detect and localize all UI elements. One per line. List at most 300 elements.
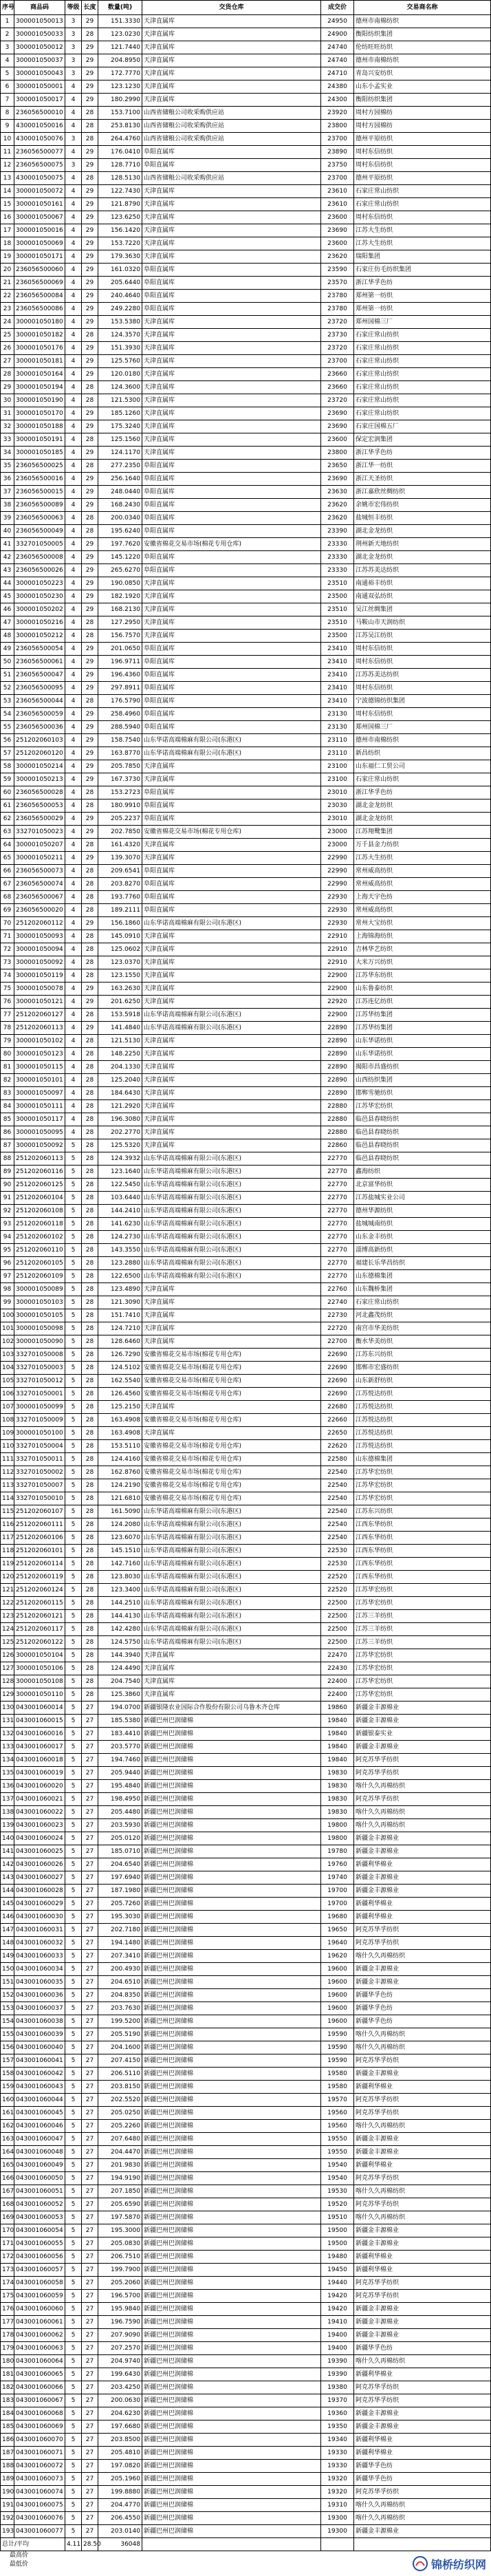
cell-quantity: 124.4160	[98, 1453, 142, 1466]
cell-price: 19600	[321, 1976, 354, 1989]
cell-seq: 80	[1, 1048, 14, 1061]
cell-price: 22500	[321, 1597, 354, 1610]
cell-grade: 4	[65, 826, 82, 839]
cell-trader: 石家庄仿毛纺织集团	[354, 264, 491, 277]
header-warehouse: 交货仓库	[142, 1, 321, 15]
cell-trader: 北京富华纺织	[354, 1179, 491, 1192]
cell-seq: 53	[1, 695, 14, 708]
cell-seq: 165	[1, 2159, 14, 2172]
cell-warehouse: 新疆巴州巴润储棉	[142, 2421, 321, 2434]
cell-trader: 郑州国棉三厂	[354, 316, 491, 329]
cell-trader: 江苏华纺集团	[354, 1009, 491, 1022]
cell-code: 251202060127	[14, 1009, 65, 1022]
cell-warehouse: 山东华诺高端棉麻有限公司(东港区)	[142, 1636, 321, 1649]
cell-code: 430001050075	[14, 172, 65, 185]
table-row	[1, 2107, 491, 2120]
cell-length: 27	[82, 1963, 98, 1976]
table-row	[1, 15, 491, 28]
cell-quantity: 151.3930	[98, 342, 142, 355]
table-row	[1, 2329, 491, 2342]
cell-seq: 111	[1, 1453, 14, 1466]
cell-code: 332701050012	[14, 1375, 65, 1388]
cell-quantity: 297.8911	[98, 682, 142, 695]
cell-price: 19410	[321, 2316, 354, 2329]
cell-warehouse: 天津直属库	[142, 1649, 321, 1662]
cell-grade: 5	[65, 1388, 82, 1401]
cell-price: 22900	[321, 969, 354, 983]
cell-warehouse: 天津直属库	[142, 316, 321, 329]
cell-price: 19450	[321, 2264, 354, 2277]
cell-length: 29	[82, 852, 98, 865]
cell-grade: 5	[65, 1335, 82, 1349]
cell-quantity: 199.6430	[98, 2368, 142, 2381]
cell-warehouse: 天津直属库	[142, 355, 321, 368]
cell-warehouse: 天津直属库	[142, 969, 321, 983]
cell-trader: 新疆金丰源棉业	[354, 1885, 491, 1898]
cell-warehouse: 山东华诺高端棉麻有限公司(东港区)	[142, 1623, 321, 1636]
cell-warehouse: 阜阳直属库	[142, 146, 321, 159]
cell-warehouse: 新疆巴州巴润储棉	[142, 2015, 321, 2028]
cell-trader: 江西东华纺织	[354, 1518, 491, 1532]
cell-quantity: 202.2770	[98, 1126, 142, 1139]
cell-trader: 江苏华宏纺织	[354, 1466, 491, 1479]
cell-grade: 3	[65, 54, 82, 67]
cell-code: 300001050012	[14, 41, 65, 54]
cell-grade: 4	[65, 224, 82, 237]
table-row	[1, 1035, 491, 1048]
cell-seq: 8	[1, 107, 14, 120]
cell-grade: 5	[65, 2460, 82, 2473]
cell-warehouse: 阜阳直属库	[142, 878, 321, 891]
cell-quantity: 196.9711	[98, 656, 142, 669]
cell-trader: 常州威高纺织	[354, 904, 491, 917]
cell-length: 29	[82, 826, 98, 839]
cell-seq: 88	[1, 1152, 14, 1166]
cell-warehouse: 新疆巴州巴润储棉	[142, 2159, 321, 2172]
cell-trader: 新疆金丰源棉业	[354, 2329, 491, 2342]
cell-price: 23620	[321, 512, 354, 525]
cell-length: 27	[82, 1819, 98, 1832]
cell-grade: 5	[65, 1610, 82, 1623]
cell-code: 043001060036	[14, 1989, 65, 2002]
cell-quantity: 103.6440	[98, 1192, 142, 1205]
cell-seq: 5	[1, 67, 14, 80]
cell-code: 300001050095	[14, 1126, 65, 1139]
cell-grade: 5	[65, 2394, 82, 2407]
cell-warehouse: 天津直属库	[142, 852, 321, 865]
cell-code: 251202060113	[14, 1152, 65, 1166]
cell-trader: 阿克苏华孚纺织	[354, 2094, 491, 2107]
cell-price: 22770	[321, 1192, 354, 1205]
cell-price: 19840	[321, 1754, 354, 1767]
cell-seq: 114	[1, 1492, 14, 1505]
cell-warehouse: 新疆巴州巴润储棉	[142, 1767, 321, 1780]
cell-quantity: 196.7590	[98, 2316, 142, 2329]
cell-code: 251202060102	[14, 1231, 65, 1244]
cell-grade: 4	[65, 499, 82, 512]
cell-price: 23100	[321, 760, 354, 773]
cell-seq: 169	[1, 2211, 14, 2224]
cell-length: 29	[82, 185, 98, 198]
table-row	[1, 708, 491, 721]
cell-quantity: 148.2250	[98, 1048, 142, 1061]
cell-length: 28	[82, 904, 98, 917]
cell-code: 300001050176	[14, 342, 65, 355]
cell-seq: 85	[1, 1113, 14, 1126]
table-row	[1, 499, 491, 512]
cell-quantity: 156.7570	[98, 630, 142, 643]
cell-grade: 5	[65, 1401, 82, 1414]
cell-price: 19620	[321, 1950, 354, 1963]
cell-seq: 142	[1, 1858, 14, 1871]
cell-quantity: 205.6590	[98, 2198, 142, 2211]
cell-price: 19590	[321, 2041, 354, 2054]
cell-length: 29	[82, 603, 98, 616]
cell-trader: 新疆金丰源棉业	[354, 1832, 491, 1845]
cell-trader: 浙江华一纺织	[354, 460, 491, 473]
cell-seq: 49	[1, 643, 14, 656]
cell-seq: 76	[1, 996, 14, 1009]
cell-warehouse: 天津直属库	[142, 1061, 321, 1074]
cell-warehouse: 天津直属库	[142, 603, 321, 616]
cell-warehouse: 安徽省棉花交易市场(棉花专用仓库)	[142, 1479, 321, 1492]
table-row	[1, 799, 491, 813]
cell-length: 29	[82, 277, 98, 290]
cell-code: 300001050069	[14, 237, 65, 250]
cell-warehouse: 阜阳直属库	[142, 264, 321, 277]
cell-grade: 4	[65, 564, 82, 577]
cell-warehouse: 新疆巴州巴润储棉	[142, 2094, 321, 2107]
cell-quantity: 197.5870	[98, 2211, 142, 2224]
table-row	[1, 917, 491, 930]
table-row	[1, 1218, 491, 1231]
cell-price: 22400	[321, 1688, 354, 1702]
cell-grade: 4	[65, 996, 82, 1009]
cell-grade: 5	[65, 2015, 82, 2028]
cell-price: 23700	[321, 133, 354, 146]
cell-seq: 178	[1, 2329, 14, 2342]
table-row	[1, 1335, 491, 1349]
cell-price: 23690	[321, 473, 354, 486]
cell-seq: 40	[1, 525, 14, 538]
table-row	[1, 943, 491, 956]
cell-trader: 江苏华宏纺织	[354, 1100, 491, 1113]
cell-warehouse: 阜阳直属库	[142, 486, 321, 499]
cell-seq: 174	[1, 2277, 14, 2290]
cell-quantity: 125.3860	[98, 1688, 142, 1702]
cell-length: 29	[82, 473, 98, 486]
cell-seq: 102	[1, 1335, 14, 1349]
cell-length: 28	[82, 1558, 98, 1571]
cell-trader: 阿克苏华孚纺织	[354, 2486, 491, 2499]
cell-trader: 江苏华纺集团	[354, 1022, 491, 1035]
cell-code: 043001060038	[14, 2015, 65, 2028]
cell-price: 22530	[321, 1558, 354, 1571]
table-row	[1, 813, 491, 826]
cell-seq: 118	[1, 1545, 14, 1558]
cell-quantity: 144.2510	[98, 1597, 142, 1610]
cell-price: 22770	[321, 1166, 354, 1179]
cell-code: 300001050089	[14, 1283, 65, 1296]
cell-length: 27	[82, 2172, 98, 2185]
cell-trader: 衡水华美纺织	[354, 1335, 491, 1349]
cell-length: 29	[82, 15, 98, 28]
cell-length: 27	[82, 2460, 98, 2473]
cell-warehouse: 天津直属库	[142, 996, 321, 1009]
cell-warehouse: 阜阳直属库	[142, 159, 321, 172]
cell-trader: 江苏东兴纺织	[354, 1505, 491, 1518]
table-row	[1, 1270, 491, 1283]
cell-warehouse: 安徽省棉花交易市场(棉花专用仓库)	[142, 1362, 321, 1375]
cell-seq: 25	[1, 329, 14, 342]
cell-price: 23500	[321, 630, 354, 643]
table-row	[1, 1845, 491, 1858]
table-row	[1, 983, 491, 996]
cell-price: 19840	[321, 1741, 354, 1754]
table-row	[1, 1453, 491, 1466]
cell-trader: 阿克苏华孚纺织	[354, 2172, 491, 2185]
cell-length: 28	[82, 120, 98, 133]
table-row	[1, 2381, 491, 2394]
table-row	[1, 80, 491, 94]
cell-seq: 156	[1, 2041, 14, 2054]
cell-length: 28	[82, 1636, 98, 1649]
cell-code: 300001050161	[14, 198, 65, 211]
cell-code: 043001060023	[14, 1819, 65, 1832]
cell-quantity: 143.3550	[98, 1244, 142, 1257]
cell-length: 29	[82, 577, 98, 590]
cell-price: 22540	[321, 1479, 354, 1492]
cell-trader: 山西纺织集团	[354, 1074, 491, 1087]
table-row	[1, 643, 491, 656]
cell-grade: 5	[65, 1871, 82, 1885]
cell-length: 27	[82, 2303, 98, 2316]
cell-length: 27	[82, 2002, 98, 2015]
cell-seq: 68	[1, 891, 14, 904]
cell-code: 236056500067	[14, 891, 65, 904]
cell-code: 236056500049	[14, 525, 65, 538]
cell-warehouse: 山西省储粮公司收采购供应站	[142, 133, 321, 146]
table-row	[1, 826, 491, 839]
cell-code: 332701050005	[14, 538, 65, 551]
table-row	[1, 839, 491, 852]
cell-price: 23410	[321, 656, 354, 669]
cell-length: 28	[82, 1270, 98, 1283]
total-price	[321, 2538, 354, 2551]
table-row	[1, 1388, 491, 1401]
table-row	[1, 159, 491, 172]
cell-warehouse: 阜阳直属库	[142, 904, 321, 917]
cell-seq: 161	[1, 2107, 14, 2120]
cell-quantity: 240.4640	[98, 290, 142, 303]
cell-price: 23780	[321, 303, 354, 316]
cell-code: 300001050100	[14, 1427, 65, 1440]
cell-code: 300001050072	[14, 185, 65, 198]
cell-price: 19640	[321, 1937, 354, 1950]
cell-code: 043001060047	[14, 2133, 65, 2146]
table-row	[1, 1466, 491, 1479]
cell-trader: 新疆华孚色纺	[354, 2342, 491, 2355]
table-row	[1, 2211, 491, 2224]
cell-price: 22650	[321, 1427, 354, 1440]
cell-grade: 5	[65, 2002, 82, 2015]
cell-trader: 新昌纺织	[354, 747, 491, 760]
cell-length: 28	[82, 1231, 98, 1244]
cell-trader: 江苏悦达纺织	[354, 1388, 491, 1401]
cell-code: 236056500054	[14, 643, 65, 656]
cell-length: 29	[82, 551, 98, 564]
cell-code: 043001060037	[14, 2002, 65, 2015]
table-row	[1, 2447, 491, 2460]
cell-price: 23720	[321, 342, 354, 355]
cell-seq: 46	[1, 603, 14, 616]
cell-length: 29	[82, 721, 98, 734]
cell-seq: 188	[1, 2460, 14, 2473]
cell-length: 27	[82, 1898, 98, 1911]
cell-warehouse: 天津直属库	[142, 1322, 321, 1335]
cell-seq: 108	[1, 1414, 14, 1427]
cell-grade: 4	[65, 198, 82, 211]
cell-seq: 9	[1, 120, 14, 133]
cell-grade: 5	[65, 1139, 82, 1152]
cell-seq: 58	[1, 760, 14, 773]
cell-trader: 江苏盐城实业公司	[354, 1192, 491, 1205]
cell-warehouse: 山东华诺高端棉麻有限公司(东港区)	[142, 1244, 321, 1257]
cell-code: 043001060032	[14, 1937, 65, 1950]
cell-price: 23570	[321, 277, 354, 290]
cell-price: 22770	[321, 1152, 354, 1166]
table-row	[1, 2068, 491, 2081]
cell-quantity: 121.7440	[98, 41, 142, 54]
cell-trader: 江苏华宏纺织	[354, 1479, 491, 1492]
cell-quantity: 163.8770	[98, 747, 142, 760]
cell-trader: 山东华诺纺织	[354, 1035, 491, 1048]
cell-grade: 5	[65, 1976, 82, 1989]
cell-warehouse: 安徽省棉花交易市场(棉花专用仓库)	[142, 1492, 321, 1505]
cell-length: 29	[82, 303, 98, 316]
table-row	[1, 146, 491, 159]
cell-code: 236056500060	[14, 264, 65, 277]
cell-seq: 106	[1, 1388, 14, 1401]
cell-price: 23510	[321, 603, 354, 616]
table-row	[1, 1100, 491, 1113]
cell-trader: 江西东华纺织	[354, 1571, 491, 1584]
cell-trader: 邯郸雪驰纺织	[354, 1087, 491, 1100]
cell-quantity: 158.7540	[98, 734, 142, 747]
cell-price: 22660	[321, 1414, 354, 1427]
cell-warehouse: 安徽省棉花交易市场(棉花专用仓库)	[142, 826, 321, 839]
cell-length: 27	[82, 1715, 98, 1728]
cell-quantity: 153.5918	[98, 1009, 142, 1022]
cell-quantity: 205.0120	[98, 1832, 142, 1845]
cell-code: 043001060056	[14, 2251, 65, 2264]
cell-trader: 临邑县春晓纺织	[354, 1126, 491, 1139]
table-row	[1, 460, 491, 473]
cell-quantity: 141.4840	[98, 1022, 142, 1035]
cell-seq: 170	[1, 2224, 14, 2237]
cell-code: 300001050202	[14, 603, 65, 616]
cell-code: 043001060016	[14, 1728, 65, 1741]
cell-trader: 德州市南棉纺织	[354, 15, 491, 28]
cell-trader: 南通双弘纺织	[354, 590, 491, 603]
cell-length: 27	[82, 2316, 98, 2329]
cell-code: 043001060024	[14, 1832, 65, 1845]
cell-quantity: 179.3630	[98, 250, 142, 264]
cell-grade: 5	[65, 1205, 82, 1218]
table-row	[1, 2394, 491, 2407]
cell-length: 29	[82, 94, 98, 107]
cell-grade: 5	[65, 2499, 82, 2512]
cell-length: 27	[82, 1767, 98, 1780]
cell-code: 251202060116	[14, 1166, 65, 1179]
cell-length: 28	[82, 1427, 98, 1440]
cell-trader: 江苏大生纺织	[354, 237, 491, 250]
cell-warehouse: 新疆巴州巴润储棉	[142, 1963, 321, 1976]
cell-trader: 石家庄常山纺织	[354, 773, 491, 786]
cell-warehouse: 新疆巴州巴润储棉	[142, 1754, 321, 1767]
cell-quantity: 204.6230	[98, 2407, 142, 2421]
cell-warehouse: 新疆巴州巴润储棉	[142, 2172, 321, 2185]
cell-length: 28	[82, 460, 98, 473]
cell-seq: 45	[1, 590, 14, 603]
table-row	[1, 1074, 491, 1087]
cell-quantity: 124.3600	[98, 381, 142, 394]
cell-seq: 66	[1, 865, 14, 878]
cell-quantity: 205.2260	[98, 2120, 142, 2133]
cell-length: 27	[82, 2342, 98, 2355]
cell-length: 27	[82, 2185, 98, 2198]
table-row	[1, 1349, 491, 1362]
cell-price: 22900	[321, 983, 354, 996]
table-row	[1, 2015, 491, 2028]
cell-seq: 147	[1, 1924, 14, 1937]
cell-seq: 137	[1, 1793, 14, 1806]
cell-price: 22770	[321, 1179, 354, 1192]
cell-grade: 4	[65, 943, 82, 956]
cell-warehouse: 阜阳直属库	[142, 799, 321, 813]
cell-warehouse: 山东华诺高端棉麻有限公司(东港区)	[142, 1571, 321, 1584]
cell-grade: 5	[65, 1558, 82, 1571]
cell-trader: 石家庄常山纺织	[354, 381, 491, 394]
cell-price: 22990	[321, 878, 354, 891]
cell-length: 28	[82, 799, 98, 813]
cell-seq: 64	[1, 839, 14, 852]
cell-grade: 5	[65, 1362, 82, 1375]
cell-warehouse: 天津直属库	[142, 1335, 321, 1349]
cell-trader: 新疆利华棉业	[354, 2081, 491, 2094]
cell-grade: 5	[65, 1571, 82, 1584]
cell-seq: 4	[1, 54, 14, 67]
cell-warehouse: 新疆巴州巴润储棉	[142, 2290, 321, 2303]
cell-seq: 36	[1, 473, 14, 486]
cell-warehouse: 新疆巴州巴润储棉	[142, 2068, 321, 2081]
cell-price: 23800	[321, 447, 354, 460]
cell-seq: 158	[1, 2068, 14, 2081]
cell-quantity: 121.6810	[98, 1492, 142, 1505]
cell-grade: 4	[65, 172, 82, 185]
cell-seq: 132	[1, 1728, 14, 1741]
cell-warehouse: 山东华诺高端棉麻有限公司(东港区)	[142, 1231, 321, 1244]
table-row	[1, 1649, 491, 1662]
table-row	[1, 1702, 491, 1715]
table-row	[1, 185, 491, 198]
cell-seq: 52	[1, 682, 14, 695]
cell-warehouse: 天津直属库	[142, 407, 321, 420]
cell-warehouse: 天津直属库	[142, 28, 321, 41]
table-row	[1, 1832, 491, 1845]
cell-code: 300001050097	[14, 1087, 65, 1100]
cell-grade: 5	[65, 2525, 82, 2538]
